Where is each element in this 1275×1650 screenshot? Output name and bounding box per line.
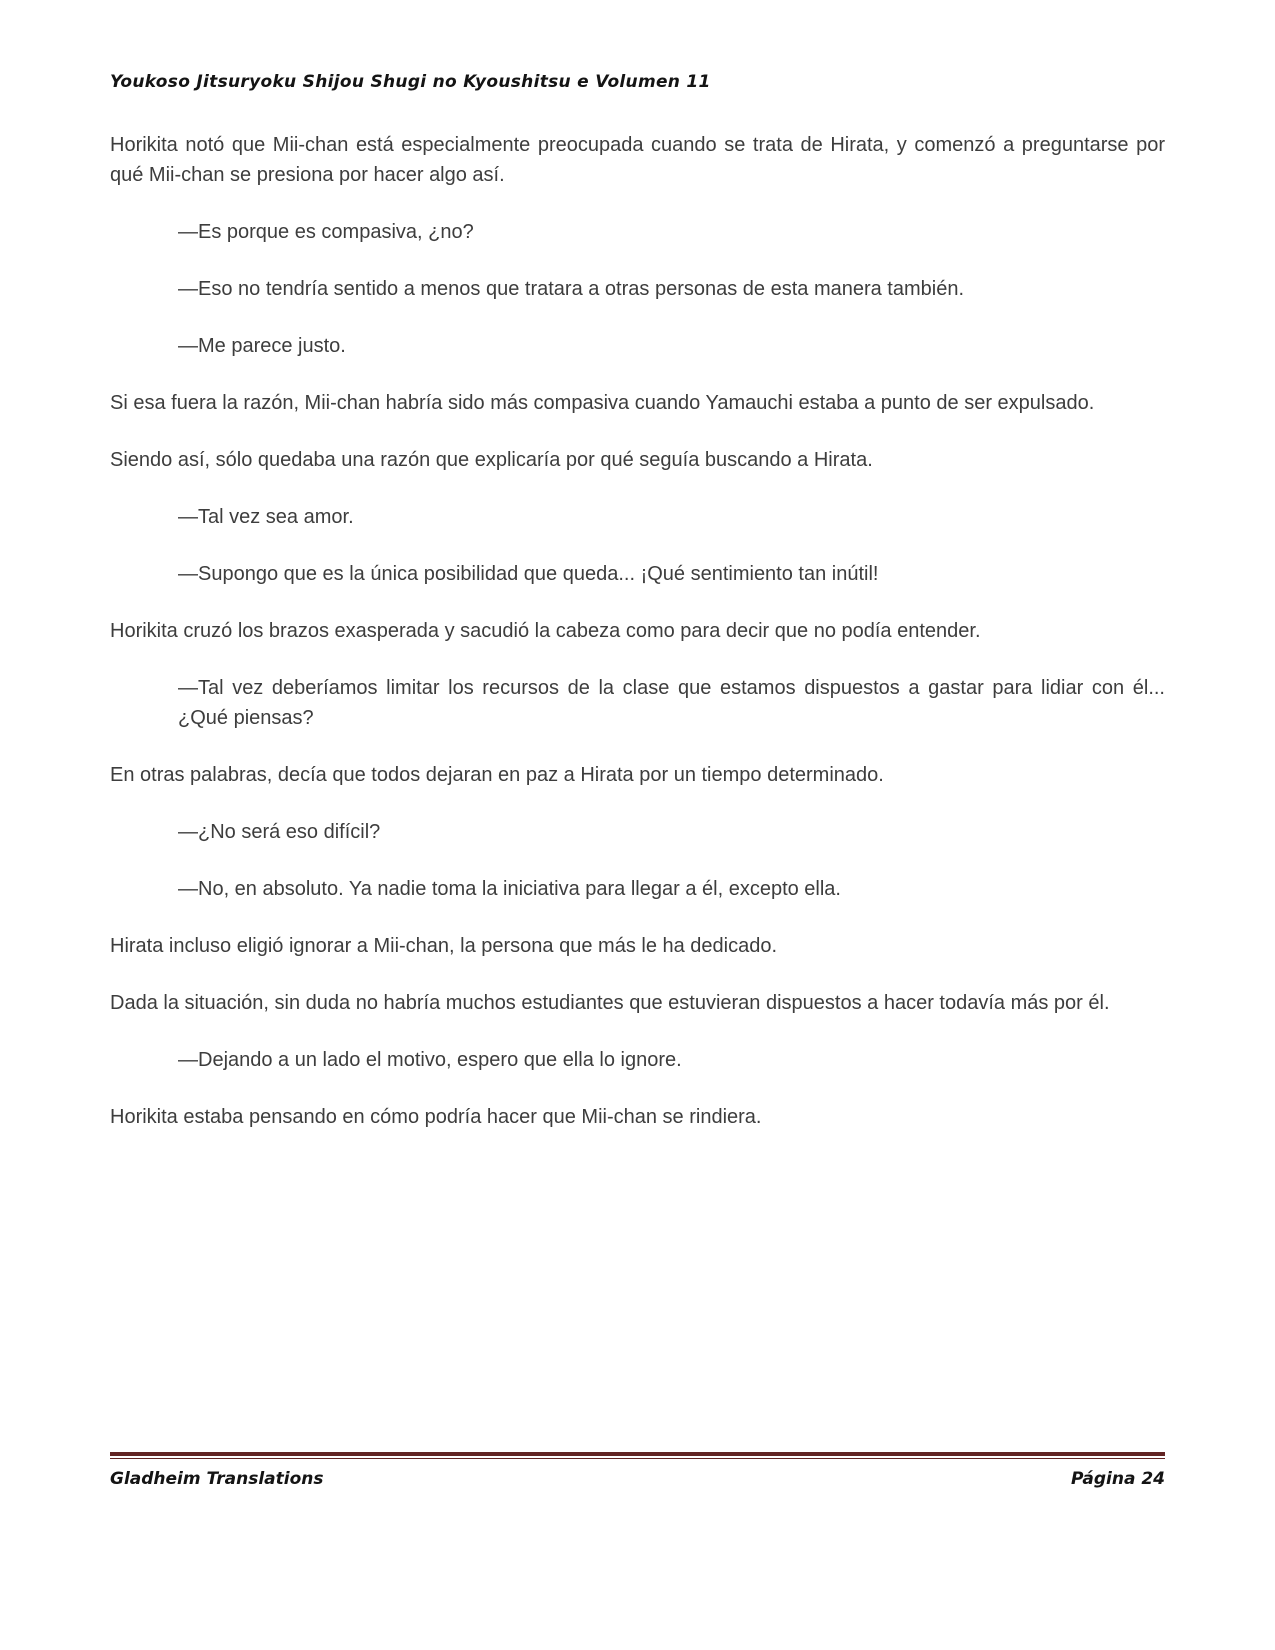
paragraph: En otras palabras, decía que todos dejaran en paz a Hirata por un tiempo determinado.	[110, 764, 884, 786]
dialogue-paragraph: —Es porque es compasiva, ¿no?	[178, 221, 474, 243]
paragraph: Siendo así, sólo quedaba una razón que explicaría por qué seguía buscando a Hirata.	[110, 449, 873, 471]
dialogue-paragraph: —Eso no tendría sentido a menos que tratara a otras personas de esta manera también.	[178, 278, 965, 300]
paragraph: Dada la situación, sin duda no habría muchos estudiantes que estuvieran dispuestos a hacer todavía más por él.	[110, 992, 1110, 1014]
header-title: Youkoso Jitsuryoku Shijou Shugi no Kyoushitsu e Volumen 11	[110, 72, 711, 92]
paragraph: Si esa fuera la razón, Mii-chan habría sido más compasiva cuando Yamauchi estaba a punto de ser expulsado.	[110, 392, 1095, 414]
dialogue-paragraph: —Dejando a un lado el motivo, espero que ella lo ignore.	[178, 1049, 682, 1071]
paragraph: Horikita estaba pensando en cómo podría hacer que Mii-chan se rindiera.	[110, 1106, 762, 1128]
paragraph: Hirata incluso eligió ignorar a Mii-chan, la persona que más le ha dedicado.	[110, 935, 778, 957]
footer-row	[110, 1469, 1165, 1489]
page-header	[110, 72, 1165, 92]
footer-divider-thick	[110, 1452, 1165, 1456]
footer-divider-thin	[110, 1458, 1165, 1459]
paragraph: Horikita notó que Mii-chan está especialmente preocupada cuando se trata de Hirata, y comenzó a preguntarse por qué Mii-chan se presiona por hacer algo así.	[110, 134, 1165, 186]
paragraph: Horikita cruzó los brazos exasperada y sacudió la cabeza como para decir que no podía entender.	[110, 620, 981, 642]
dialogue-paragraph: —¿No será eso difícil?	[178, 821, 381, 843]
dialogue-paragraph: —No, en absoluto. Ya nadie toma la iniciativa para llegar a él, excepto ella.	[178, 878, 841, 900]
dialogue-paragraph: —Supongo que es la única posibilidad que queda... ¡Qué sentimiento tan inútil!	[178, 563, 879, 585]
dialogue-paragraph: —Me parece justo.	[178, 335, 346, 357]
footer-translator-credit: Gladheim Translations	[110, 1469, 324, 1489]
dialogue-paragraph: —Tal vez deberíamos limitar los recursos de la clase que estamos dispuestos a gastar para lidiar con él... ¿Qué piensas?	[178, 677, 1165, 729]
footer-page-number: Página 24	[1071, 1469, 1165, 1489]
dialogue-paragraph: —Tal vez sea amor.	[178, 506, 354, 528]
page-footer	[110, 1452, 1165, 1489]
page-body	[110, 130, 1165, 1132]
